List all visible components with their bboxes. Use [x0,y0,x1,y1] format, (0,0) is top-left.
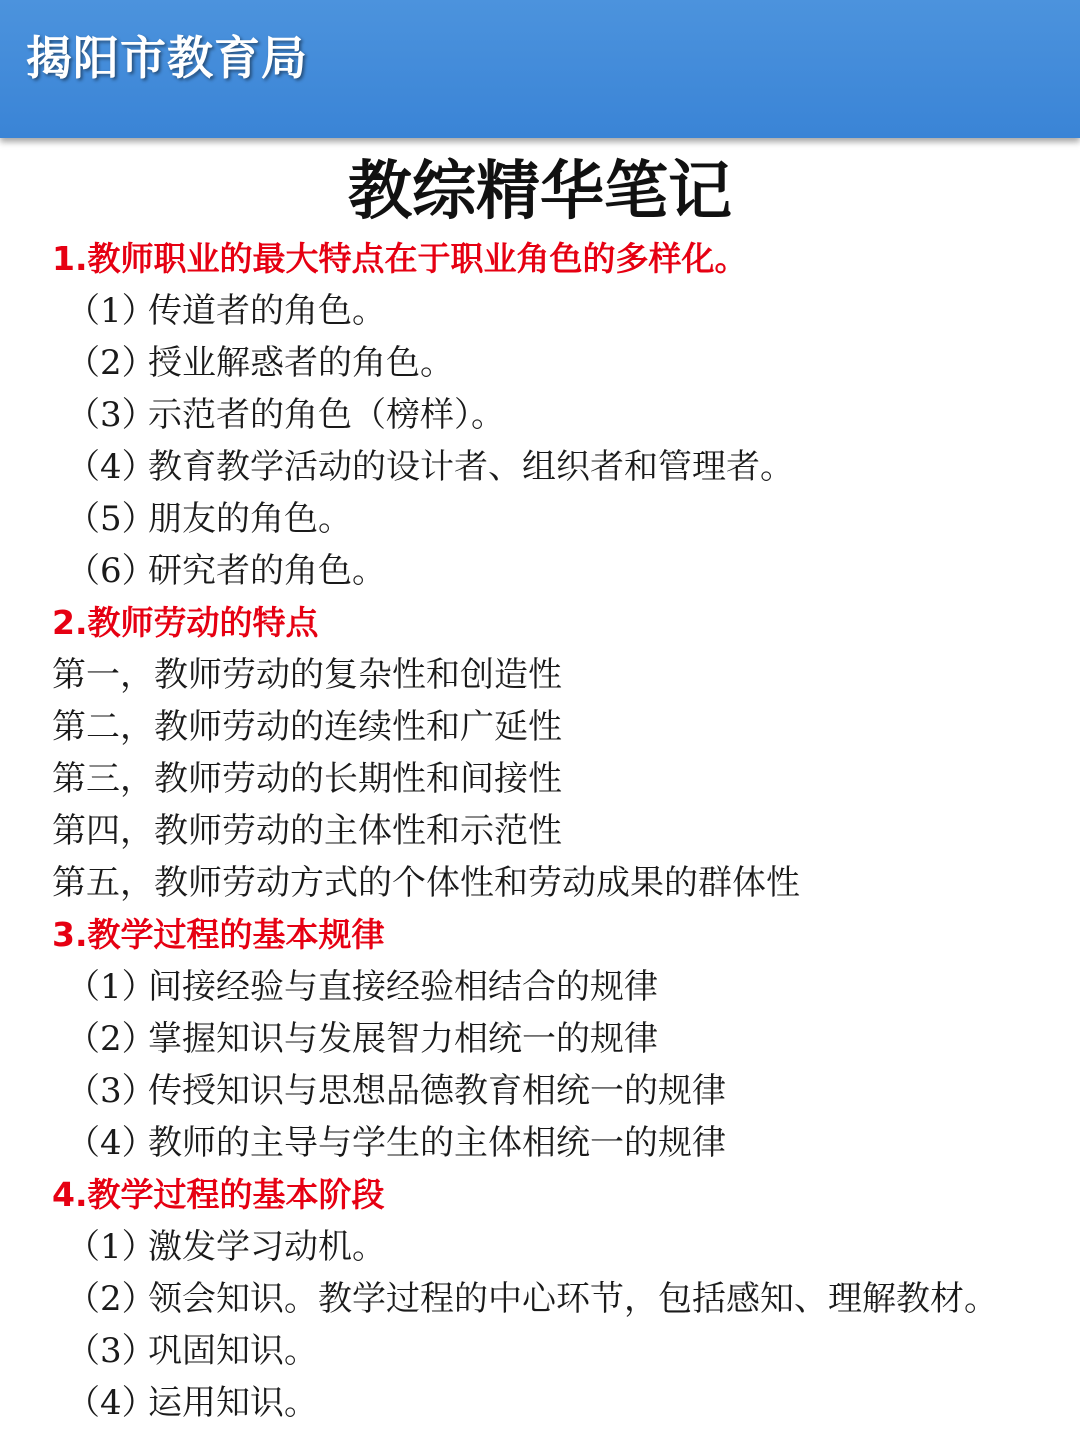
item-number: （3） [66,395,156,435]
list-item: 第三，教师劳动的长期性和间接性 [52,759,562,799]
item-text: 教师的主导与学生的主体相统一的规律 [148,1123,726,1163]
item-text: 传授知识与思想品德教育相统一的规律 [148,1071,726,1111]
page-title: 教综精华笔记 [348,154,732,229]
item-number: （2） [66,1019,156,1059]
item-text: 朋友的角色。 [148,499,352,539]
item-text: 传道者的角色。 [148,291,386,331]
item-number: （5） [66,499,156,539]
item-text: 巩固知识。 [148,1331,318,1371]
item-text: 领会知识。教学过程的中心环节，包括感知、理解教材。 [148,1279,998,1319]
list-item [0,1117,1080,1169]
list-item: 第一，教师劳动的复杂性和创造性 [52,655,562,695]
item-number: （1） [66,1227,156,1267]
item-number: （6） [66,551,156,591]
item-text: 激发学习动机。 [148,1227,386,1267]
item-text: 间接经验与直接经验相结合的规律 [148,967,658,1007]
list-item [0,1377,1080,1429]
item-number: （2） [66,1279,156,1319]
list-item: 第二，教师劳动的连续性和广延性 [52,707,562,747]
item-number: （1） [66,967,156,1007]
item-text: 运用知识。 [148,1383,318,1423]
list-item: 第四，教师劳动的主体性和示范性 [52,811,562,851]
list-item [0,545,1080,597]
item-number: （3） [66,1331,156,1371]
list-item [0,961,1080,1013]
header-bar [0,0,1080,138]
list-item [0,337,1080,389]
item-text: 研究者的角色。 [148,551,386,591]
list-item [0,441,1080,493]
item-number: （4） [66,1123,156,1163]
item-number: （4） [66,1383,156,1423]
list-item [0,1013,1080,1065]
item-number: （1） [66,291,156,331]
list-item: 第五，教师劳动方式的个体性和劳动成果的群体性 [52,863,800,903]
section-heading: 1.教师职业的最大特点在于职业角色的多样化。 [52,239,748,278]
header-title: 揭阳市教育局 [26,31,308,85]
section-heading: 2.教师劳动的特点 [52,603,319,642]
item-text: 授业解惑者的角色。 [148,343,454,383]
item-text: 掌握知识与发展智力相统一的规律 [148,1019,658,1059]
list-item [0,285,1080,337]
list-item [0,389,1080,441]
list-item [0,1065,1080,1117]
notes-content [0,233,1080,1429]
item-text: 教育教学活动的设计者、组织者和管理者。 [148,447,794,487]
section-heading: 4.教学过程的基本阶段 [52,1175,385,1214]
list-item [0,1221,1080,1273]
item-number: （3） [66,1071,156,1111]
item-number: （4） [66,447,156,487]
item-number: （2） [66,343,156,383]
list-item [0,493,1080,545]
item-text: 示范者的角色（榜样）。 [148,395,505,435]
list-item [0,1325,1080,1377]
list-item [0,1273,1080,1325]
section-heading: 3.教学过程的基本规律 [52,915,385,954]
